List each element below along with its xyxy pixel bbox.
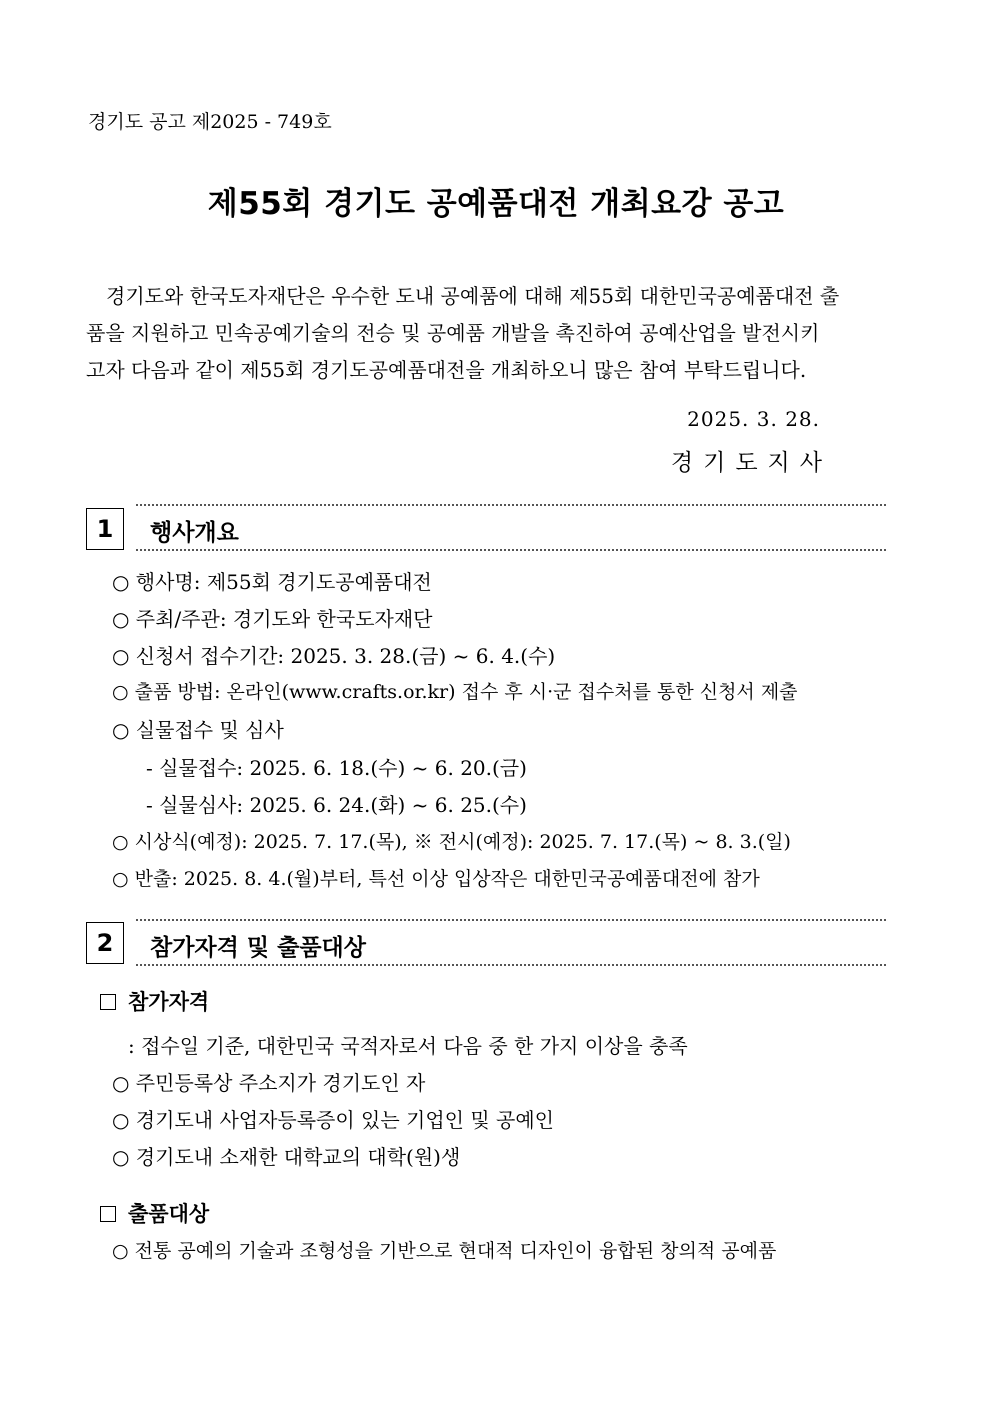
criteria-text: : 접수일 기준, 대한민국 국적자로서 다음 중 한 가지 이상을 충족 [128,1034,688,1058]
section-divider [136,919,886,921]
subsection-heading-label: 참가자격 [128,990,210,1014]
list-item: ○ 시상식(예정): 2025. 7. 17.(목), ※ 전시(예정): 2025. 7. 17.(목) ~ 8. 3.(일) [112,831,791,853]
list-item: ○ 실물접수 및 심사 [112,718,284,742]
square-bullet-icon [100,994,116,1010]
subsection-heading-label: 출품대상 [128,1202,210,1226]
intro-line: 경기도와 한국도자재단은 우수한 도내 공예품에 대해 제55회 대한민국공예품대전 출 [106,284,840,308]
list-item: ○ 행사명: 제55회 경기도공예품대전 [112,570,432,594]
intro-paragraph [86,278,908,389]
list-item: ○ 경기도내 사업자등록증이 있는 기업인 및 공예인 [112,1108,554,1132]
list-item: ○ 전통 공예의 기술과 조형성을 기반으로 현대적 디자인이 융합된 창의적 공예품 [112,1240,777,1262]
notice-date: 2025. 3. 28. [687,407,820,431]
list-item: ○ 경기도내 소재한 대학교의 대학(원)생 [112,1145,461,1169]
section-title: 행사개요 [150,520,239,546]
section-divider [136,549,886,551]
subsection-heading [100,1198,209,1228]
issuer: 경기도지사 [670,450,832,476]
page-title: 제55회 경기도 공예품대전 개최요강 공고 [207,186,785,222]
section-divider [136,504,886,506]
intro-line: 품을 지원하고 민속공예기술의 전승 및 공예품 개발을 촉진하여 공예산업을 발전시키 [86,321,820,345]
section-divider [136,964,886,966]
section-number: 1 [86,508,124,550]
list-item: ○ 주최/주관: 경기도와 한국도자재단 [112,607,433,631]
list-item: ○ 주민등록상 주소지가 경기도인 자 [112,1071,426,1095]
intro-line: 고자 다음과 같이 제55회 경기도공예품대전을 개최하오니 많은 참여 부탁드립니다. [86,358,807,382]
list-item: ○ 신청서 접수기간: 2025. 3. 28.(금) ~ 6. 4.(수) [112,644,556,668]
list-item: ○ 출품 방법: 온라인(www.crafts.or.kr) 접수 후 시·군 접수처를 통한 신청서 제출 [112,681,798,703]
section-title: 참가자격 및 출품대상 [150,935,366,961]
subsection-heading [100,986,209,1016]
section-number: 2 [86,922,124,964]
list-sub-item: - 실물심사: 2025. 6. 24.(화) ~ 6. 25.(수) [146,793,527,817]
notice-number: 경기도 공고 제2025 - 749호 [88,111,332,133]
square-bullet-icon [100,1206,116,1222]
list-item: ○ 반출: 2025. 8. 4.(월)부터, 특선 이상 입상작은 대한민국공예품대전에 참가 [112,868,760,890]
list-sub-item: - 실물접수: 2025. 6. 18.(수) ~ 6. 20.(금) [146,756,527,780]
